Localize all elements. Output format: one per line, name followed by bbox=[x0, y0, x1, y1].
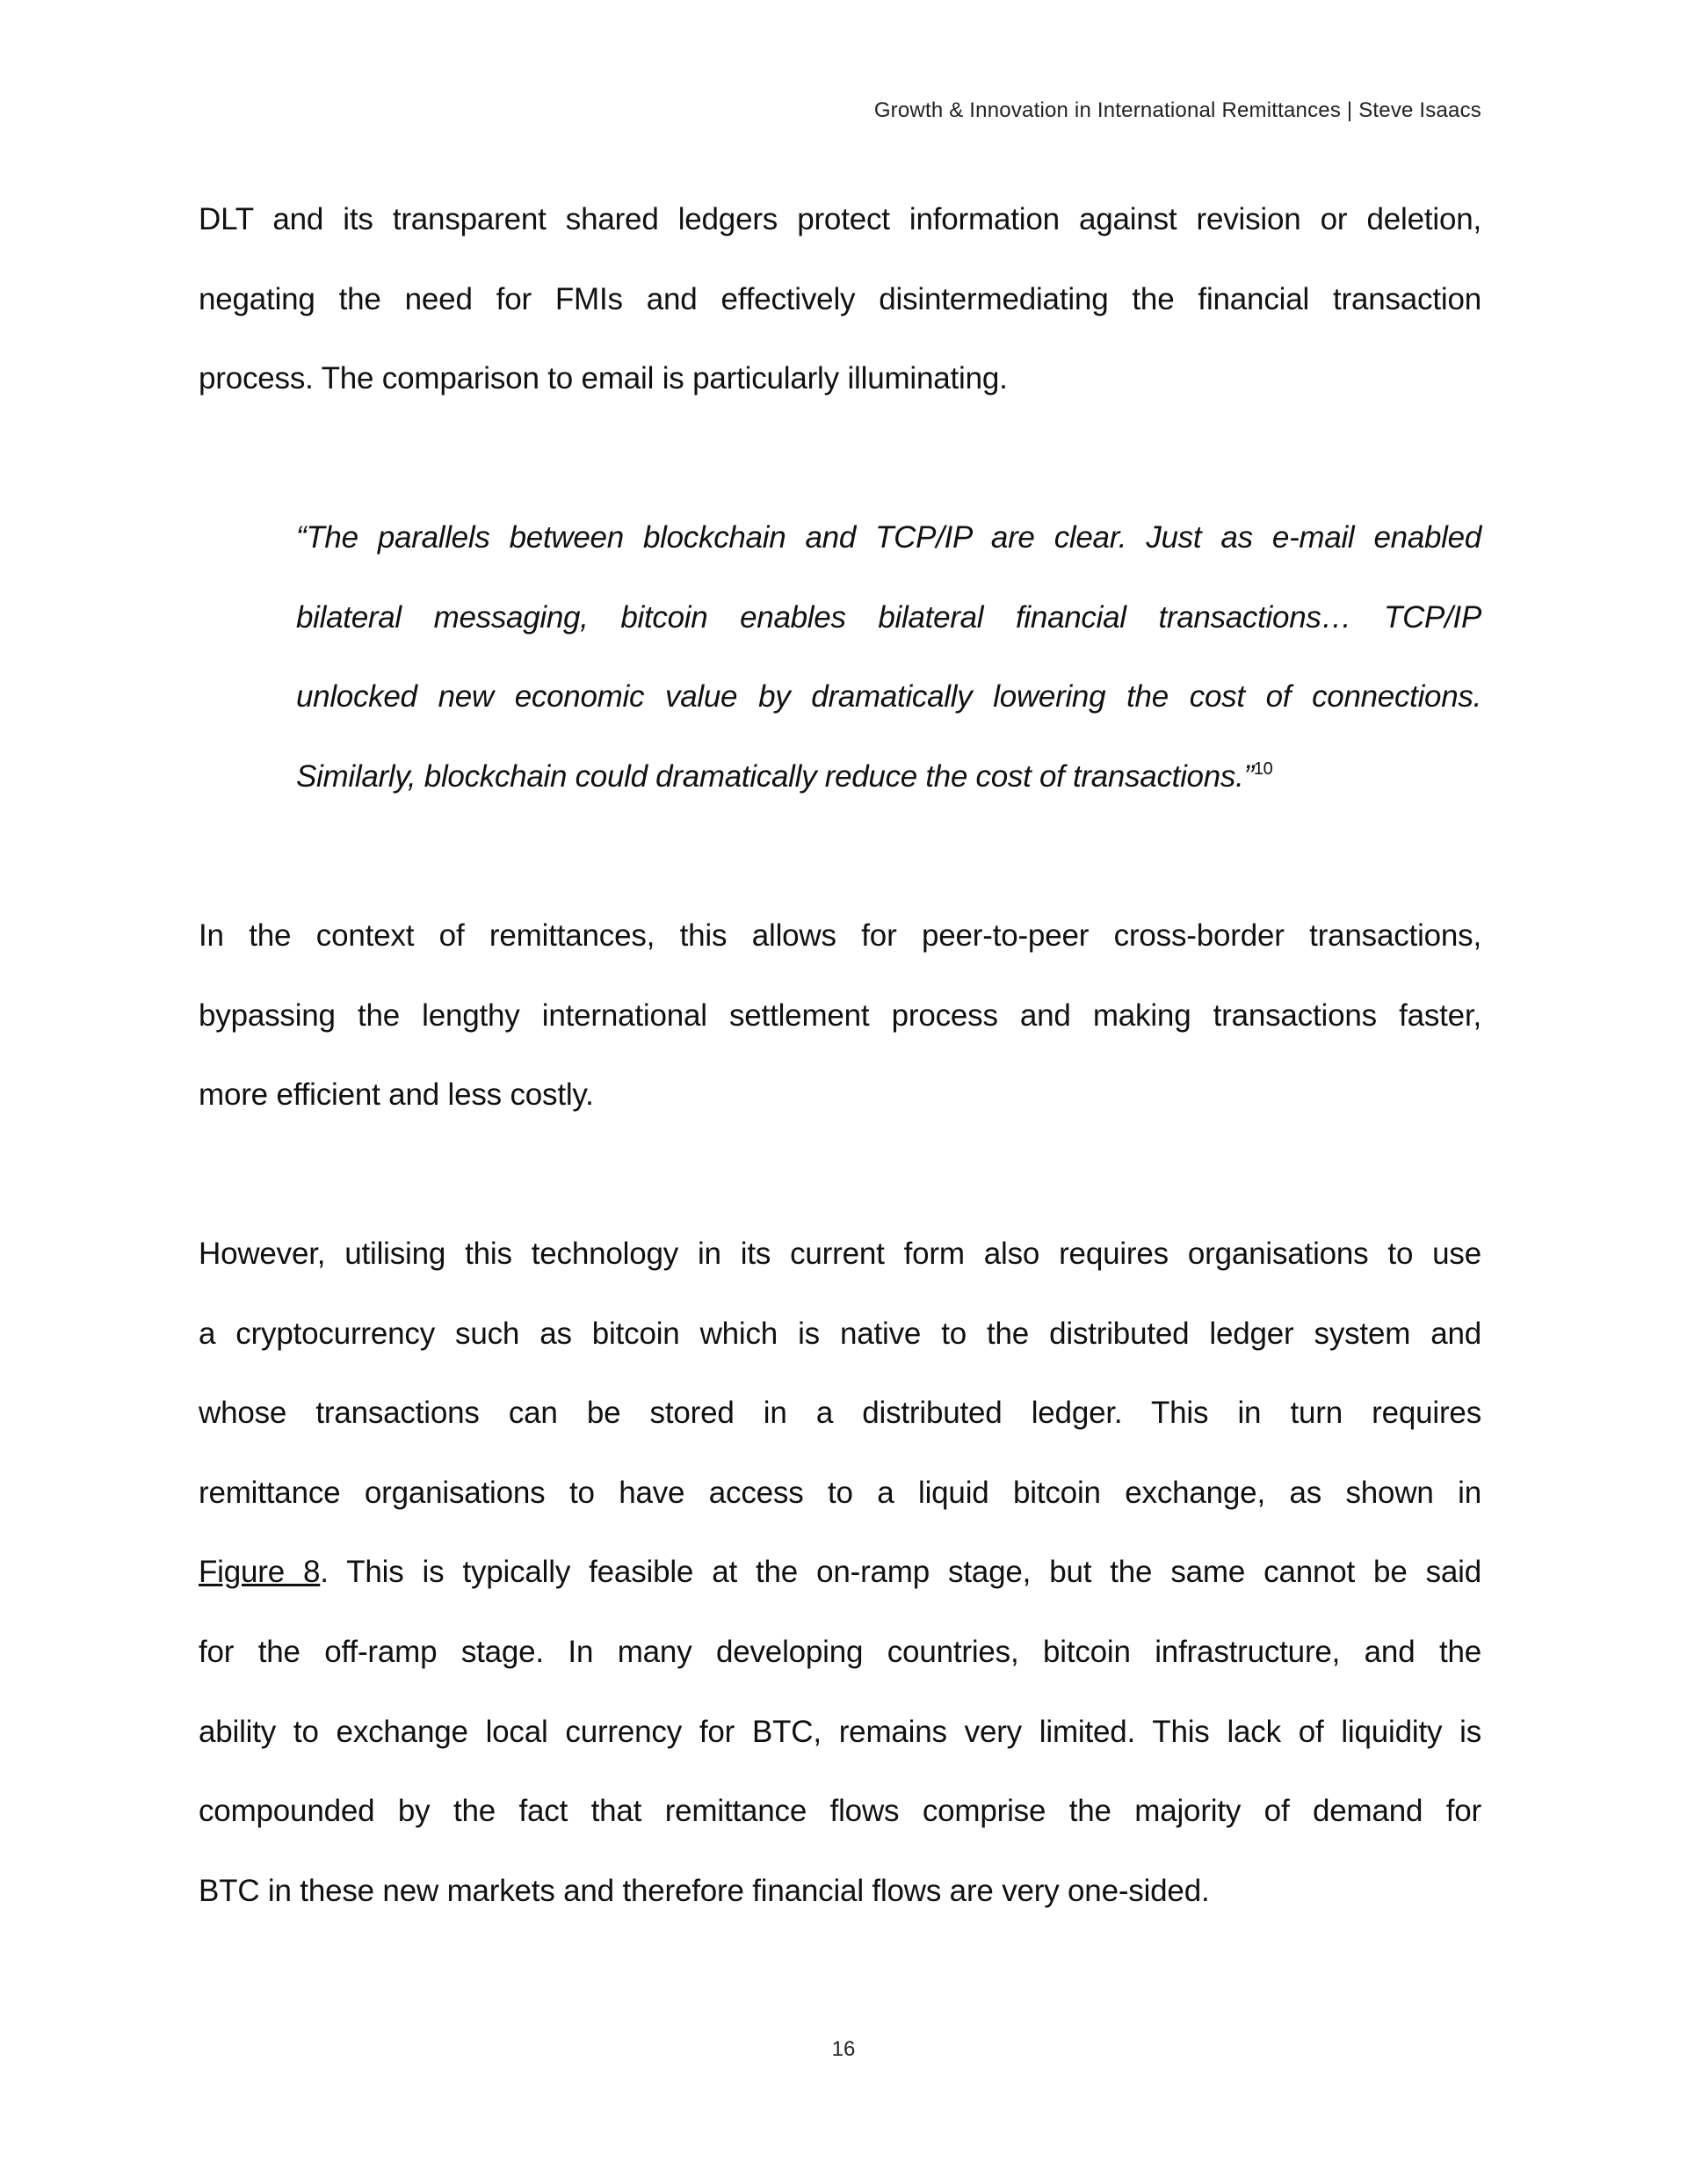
paragraph-however bbox=[199, 1215, 1481, 1931]
text-line: ability to exchange local currency for BTC, remains very limited. This lack of liquidity is bbox=[199, 1714, 1481, 1749]
text-line: In the context of remittances, this allows for peer-to-peer cross-border transactions, bbox=[199, 918, 1481, 953]
footnote-reference[interactable]: 10 bbox=[1253, 758, 1273, 779]
figure-8-link[interactable]: Figure 8 bbox=[199, 1555, 321, 1590]
quote-line: bilateral messaging, bitcoin enables bilateral financial transactions… TCP/IP bbox=[296, 599, 1481, 635]
text-line: DLT and its transparent shared ledgers protect information against revision or deletion, bbox=[199, 202, 1481, 236]
block-quote bbox=[296, 498, 1481, 816]
text-line: for the off-ramp stage. In many developing countries, bitcoin infrastructure, and the bbox=[199, 1634, 1481, 1669]
text-line: a cryptocurrency such as bitcoin which is native to the distributed ledger system and bbox=[199, 1316, 1481, 1351]
text-line: more efficient and less costly. bbox=[199, 1077, 594, 1113]
text-line: BTC in these new markets and therefore financial flows are very one-sided. bbox=[199, 1873, 1210, 1908]
text-line-with-link bbox=[199, 1533, 1481, 1613]
quote-text: Similarly, blockchain could dramatically reduce the cost of transactions.” bbox=[296, 758, 1254, 794]
text-line: However, utilising this technology in its current form also requires organisations to use bbox=[199, 1237, 1481, 1271]
text-line: remittance organisations to have access to a liquid bitcoin exchange, as shown in bbox=[199, 1475, 1481, 1510]
text-line: bypassing the lengthy international settlement process and making transactions faster, bbox=[199, 998, 1481, 1033]
paragraph-remittances bbox=[199, 896, 1481, 1136]
paragraph-dlt bbox=[199, 180, 1481, 419]
text-segment: . This is typically feasible at the on-ramp stage, but the same cannot be said bbox=[320, 1555, 1482, 1590]
text-line: whose transactions can be stored in a distributed ledger. This in turn requires bbox=[199, 1396, 1481, 1431]
text-line: negating the need for FMIs and effectively disintermediating the financial transaction bbox=[199, 281, 1481, 316]
running-header: Growth & Innovation in International Remittances | Steve Isaacs bbox=[873, 98, 1481, 122]
page-number: 16 bbox=[831, 2037, 856, 2061]
text-line: process. The comparison to email is particularly illuminating. bbox=[199, 361, 1008, 396]
text-line: compounded by the fact that remittance flows comprise the majority of demand for bbox=[199, 1794, 1481, 1829]
quote-line: unlocked new economic value by dramatically lowering the cost of connections. bbox=[296, 679, 1481, 715]
quote-line-last bbox=[296, 737, 1481, 817]
quote-line: “The parallels between blockchain and TCP/IP are clear. Just as e-mail enabled bbox=[296, 520, 1481, 555]
